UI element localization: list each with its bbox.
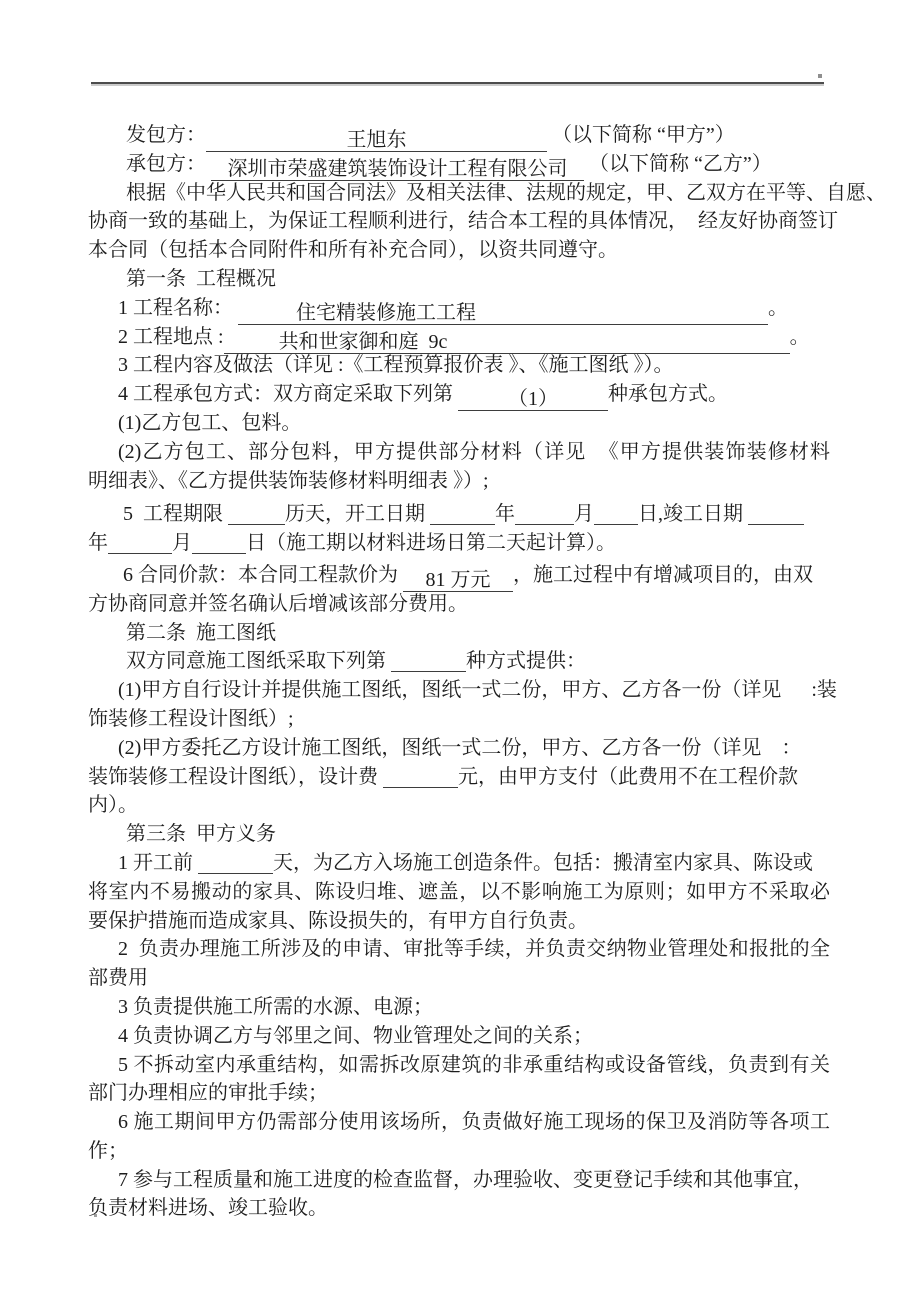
mode-option-2-line-2 xyxy=(88,467,830,496)
text-segment: 历天，开工日期 xyxy=(285,503,430,526)
text-segment: 日,竣工日期 xyxy=(638,503,748,526)
text-segment: 天，为乙方入场施工创造条件。包括：搬清室内家具、陈设或 xyxy=(273,851,813,874)
mode-option-2-line-1 xyxy=(88,438,830,467)
text-segment: 月 xyxy=(172,532,192,555)
obligation-3-line xyxy=(88,993,830,1022)
text-segment: 本合同（包括本合同附件和所有补充合同），以资共同遵守。 xyxy=(88,239,618,262)
preamble-line-1 xyxy=(88,179,886,208)
text-segment: 第一条 工程概况 xyxy=(126,267,276,290)
text-segment: ，施工过程中有增减项目的，由双 xyxy=(513,563,813,586)
filled-blank: 深圳市荣盛建筑装饰设计工程有限公司 xyxy=(211,157,584,181)
empty-blank xyxy=(228,501,285,525)
text-segment: 3 负责提供施工所需的水源、电源； xyxy=(118,995,433,1018)
empty-blank xyxy=(383,764,458,788)
contract-mode-line xyxy=(88,380,830,409)
obligation-2-line-1 xyxy=(88,935,830,964)
obligation-6-line-2 xyxy=(88,1137,830,1166)
text-segment: 第二条 施工图纸 xyxy=(126,621,276,644)
text-segment: (2)甲方委托乙方设计施工图纸，图纸一式二份，甲方、乙方各一份（详见 ： xyxy=(118,736,802,759)
text-segment: 部费用 xyxy=(88,967,148,990)
project-content-line xyxy=(88,351,830,380)
preamble-line-2 xyxy=(88,207,838,236)
obligation-7-line-2 xyxy=(88,1194,830,1223)
drawings-intro-line xyxy=(88,647,830,676)
text-segment: 第三条 甲方义务 xyxy=(126,823,276,846)
empty-blank xyxy=(391,648,466,672)
drawings-option-2-line-2 xyxy=(88,763,830,792)
article-2-heading xyxy=(88,619,830,648)
filled-blank: 住宅精装修施工工程 xyxy=(238,301,768,325)
drawings-option-1-line-1 xyxy=(88,676,837,705)
text-segment: 5 不拆动室内承重结构，如需拆改原建筑的非承重结构或设备管线，负责到有关 xyxy=(118,1053,830,1076)
preamble-line-3 xyxy=(88,236,830,265)
filled-blank: 81 万元 xyxy=(403,568,513,592)
text-segment: 协商一致的基础上，为保证工程顺利进行，结合本工程的具体情况， 经友好协商签订 xyxy=(88,210,838,233)
empty-blank xyxy=(748,501,804,525)
obligation-1-line-3 xyxy=(88,907,830,936)
party-b-line xyxy=(88,150,830,179)
text-segment: (1)甲方自行设计并提供施工图纸，图纸一式二份，甲方、乙方各一份（详见 :装 xyxy=(118,679,837,702)
text-segment: 承包方： xyxy=(126,152,211,175)
text-segment: 7 参与工程质量和施工进度的检查监督，办理验收、变更登记手续和其他事宜， xyxy=(118,1168,813,1191)
text-segment: (1)乙方包工、包料。 xyxy=(118,411,302,434)
obligation-1-line-2 xyxy=(88,878,830,907)
text-segment: 元，由甲方支付（此费用不在工程价款 xyxy=(458,765,798,788)
obligation-2-line-2 xyxy=(88,964,830,993)
text-segment: 方协商同意并签名确认后增减该部分费用。 xyxy=(88,592,468,615)
text-segment: 年 xyxy=(88,532,108,555)
filled-blank: （1） xyxy=(458,387,608,411)
article-3-heading xyxy=(88,820,830,849)
duration-line-1 xyxy=(88,500,830,529)
text-segment: 1 工程名称： xyxy=(118,296,238,319)
text-segment: 4 工程承包方式：双方商定采取下列第 xyxy=(118,383,458,406)
text-segment: 6 施工期间甲方仍需部分使用该场所，负责做好施工现场的保卫及消防等各项工 xyxy=(118,1111,830,1134)
text-segment: 5 工程期限 xyxy=(118,503,228,526)
duration-line-2 xyxy=(88,529,830,558)
filled-blank: 共和世家御和庭 9c xyxy=(224,330,790,354)
page-top-rule xyxy=(91,82,824,84)
price-line-2 xyxy=(88,590,830,619)
text-segment: 。 xyxy=(768,296,788,319)
text-segment: 年 xyxy=(495,503,515,526)
text-segment: 将室内不易搬动的家具、陈设归堆、遮盖，以不影响施工为原则；如甲方不采取必 xyxy=(88,880,830,903)
text-segment: （以下简称 “甲方”） xyxy=(547,124,735,146)
empty-blank xyxy=(192,530,246,554)
text-segment: 发包方： xyxy=(126,124,206,146)
text-segment: 要保护措施而造成家具、陈设损失的，有甲方自行负责。 xyxy=(88,909,588,932)
text-segment: （以下简称 “乙方”） xyxy=(584,152,772,175)
text-segment: 1 开工前 xyxy=(118,851,198,874)
text-segment: 内）。 xyxy=(88,794,138,817)
text-segment: 负责材料进场、竣工验收。 xyxy=(88,1197,328,1220)
mode-option-1 xyxy=(88,409,830,438)
filled-blank: 王旭东 xyxy=(206,128,547,152)
text-segment: 2 负责办理施工所涉及的申请、审批等手续，并负责交纳物业管理处和报批的全 xyxy=(118,938,830,961)
text-segment: 月 xyxy=(574,503,594,526)
party-a-line xyxy=(88,121,830,150)
text-segment: 双方同意施工图纸采取下列第 xyxy=(126,650,391,673)
obligation-5-line-1 xyxy=(88,1051,830,1080)
text-segment: 作； xyxy=(88,1139,128,1162)
empty-blank xyxy=(198,850,273,874)
obligation-5-line-2 xyxy=(88,1079,830,1108)
article-1-heading xyxy=(88,265,830,294)
obligation-1-line-1 xyxy=(88,849,830,878)
text-segment: 3 工程内容及做法（详见 :《工程预算报价表 》、《施工图纸 》）。 xyxy=(118,354,674,377)
text-segment: 明细表》、《乙方提供装饰装修材料明细表 》）; xyxy=(88,469,489,492)
text-segment: (2)乙方包工、部分包料，甲方提供部分材料（详见 《甲方提供装饰装修材料 xyxy=(118,440,830,463)
project-address-line xyxy=(88,323,830,352)
text-segment: 饰装修工程设计图纸）; xyxy=(88,707,294,730)
empty-blank xyxy=(108,530,172,554)
text-segment: 日（施工期以材料进场日第二天起计算）。 xyxy=(246,532,616,555)
text-segment: 种方式提供： xyxy=(466,650,586,673)
obligation-4-line xyxy=(88,1022,830,1051)
price-line-1 xyxy=(88,561,830,590)
drawings-option-2-line-1 xyxy=(88,734,830,763)
empty-blank xyxy=(594,501,638,525)
text-segment: 装饰装修工程设计图纸），设计费 xyxy=(88,765,383,788)
drawings-option-2-line-3 xyxy=(88,791,830,820)
empty-blank xyxy=(515,501,574,525)
empty-blank xyxy=(430,501,495,525)
text-segment: 4 负责协调乙方与邻里之间、物业管理处之间的关系； xyxy=(118,1024,593,1047)
text-segment: 种承包方式。 xyxy=(608,383,728,406)
project-name-line xyxy=(88,294,830,323)
text-segment: 2 工程地点 : xyxy=(118,325,224,348)
text-segment: 6 合同价款：本合同工程款价为 xyxy=(118,563,403,586)
obligation-7-line-1 xyxy=(88,1166,830,1195)
obligation-6-line-1 xyxy=(88,1108,830,1137)
text-segment: 根据《中华人民共和国合同法》及相关法律、法规的规定，甲、乙双方在平等、自愿、 xyxy=(126,181,886,204)
text-segment: 。 xyxy=(789,325,810,348)
scan-speck-top-right xyxy=(818,74,822,78)
text-segment: 部门办理相应的审批手续； xyxy=(88,1082,328,1105)
drawings-option-1-line-2 xyxy=(88,705,830,734)
document-body xyxy=(88,121,886,1223)
